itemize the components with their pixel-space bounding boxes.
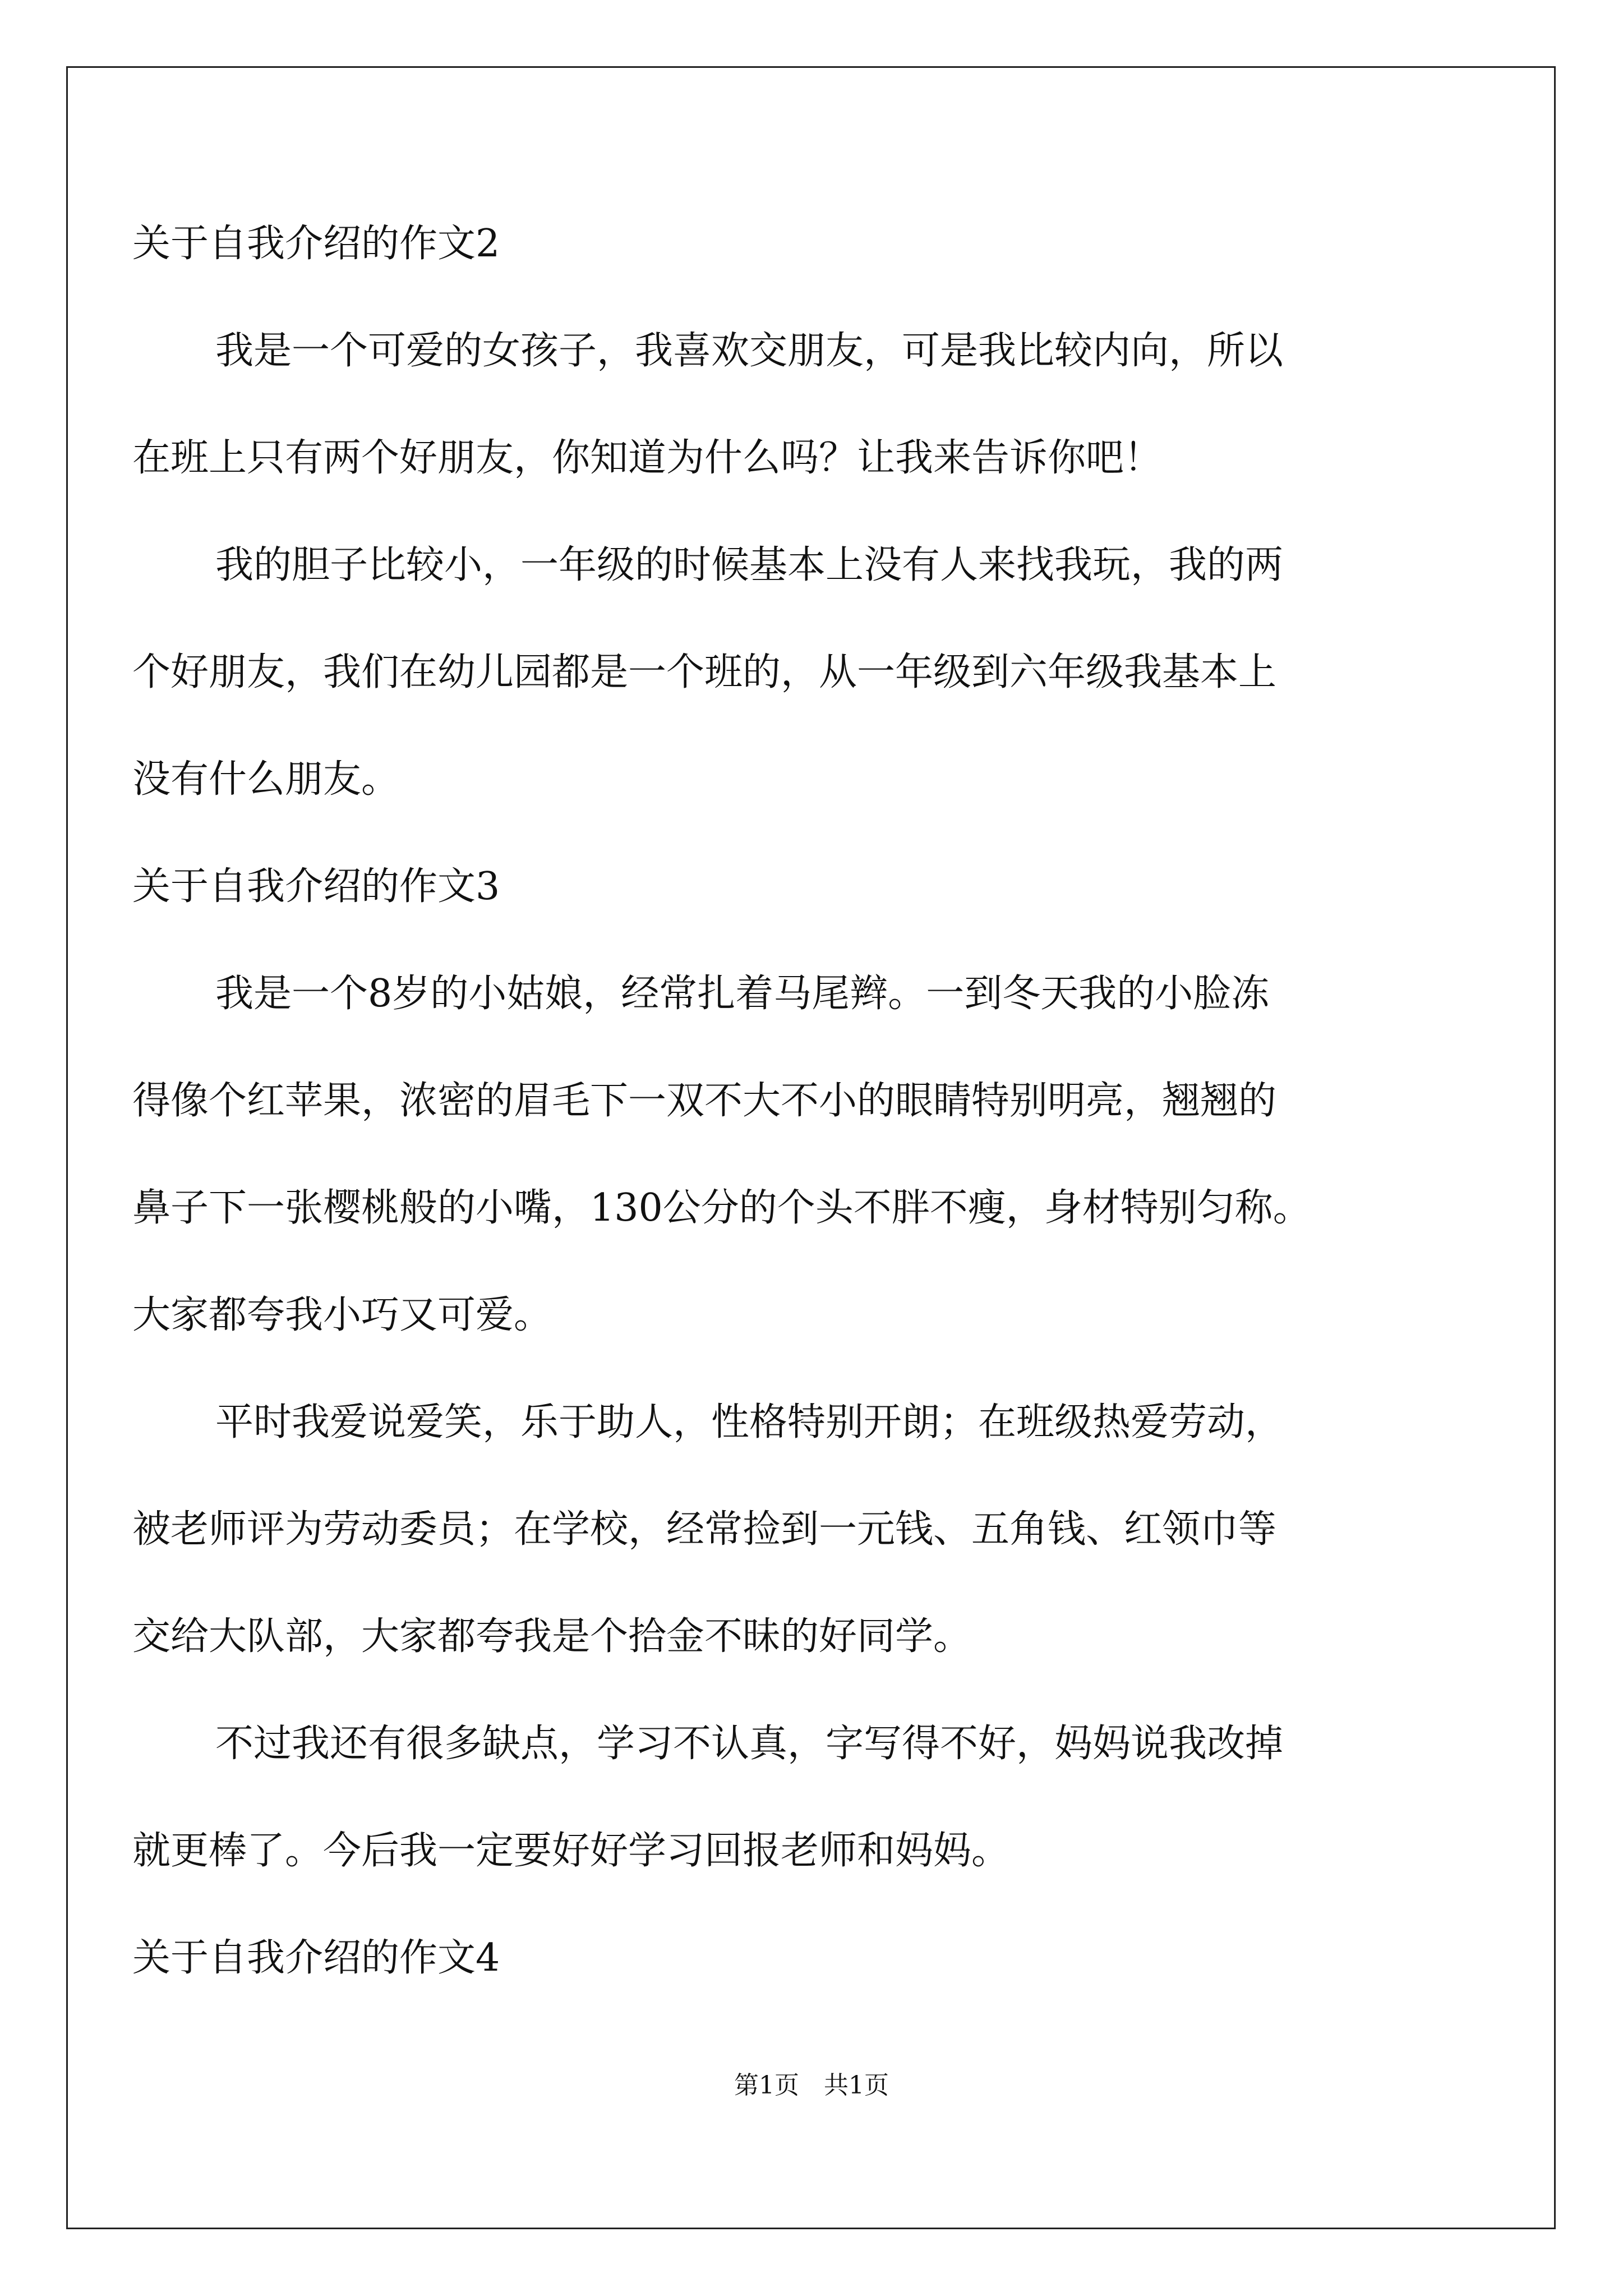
body-line: 得像个红苹果，浓密的眉毛下一双不大不小的眼睛特别明亮，翘翘的 [132,1079,1277,1123]
body-line: 在班上只有两个好朋友，你知道为什么吗？让我来告诉你吧！ [132,436,1163,480]
body-line: 被老师评为劳动委员；在学校，经常捡到一元钱、五角钱、红领巾等 [132,1507,1277,1552]
body-line: 没有什么朋友。 [132,757,400,802]
section-heading: 关于自我介绍的作文3 [132,864,500,909]
page-number-footer: 第1页 共1页 [734,2071,889,2100]
body-line: 不过我还有很多缺点，学习不认真，字写得不好，妈妈说我改掉 [215,1722,1284,1766]
body-line: 就更棒了。今后我一定要好好学习回报老师和妈妈。 [132,1829,1010,1873]
body-line: 平时我爱说爱笑，乐于助人，性格特别开朗；在班级热爱劳动， [215,1400,1284,1444]
body-line: 交给大队部，大家都夸我是个拾金不昧的好同学。 [132,1614,972,1659]
body-line: 大家都夸我小巧又可爱。 [132,1293,552,1337]
section-heading: 关于自我介绍的作文4 [132,1936,500,1980]
body-line: 我的胆子比较小，一年级的时候基本上没有人来找我玩，我的两 [215,543,1284,587]
page-border [66,66,1556,2229]
body-line: 鼻子下一张樱桃般的小嘴，130公分的个头不胖不瘦，身材特别匀称。 [132,1186,1311,1230]
body-line: 个好朋友，我们在幼儿园都是一个班的，从一年级到六年级我基本上 [132,650,1277,694]
body-line: 我是一个可爱的女孩子，我喜欢交朋友，可是我比较内向，所以 [215,329,1284,373]
body-line: 我是一个8岁的小姑娘，经常扎着马尾辫。一到冬天我的小脸冻 [215,972,1270,1016]
section-heading: 关于自我介绍的作文2 [132,222,500,266]
